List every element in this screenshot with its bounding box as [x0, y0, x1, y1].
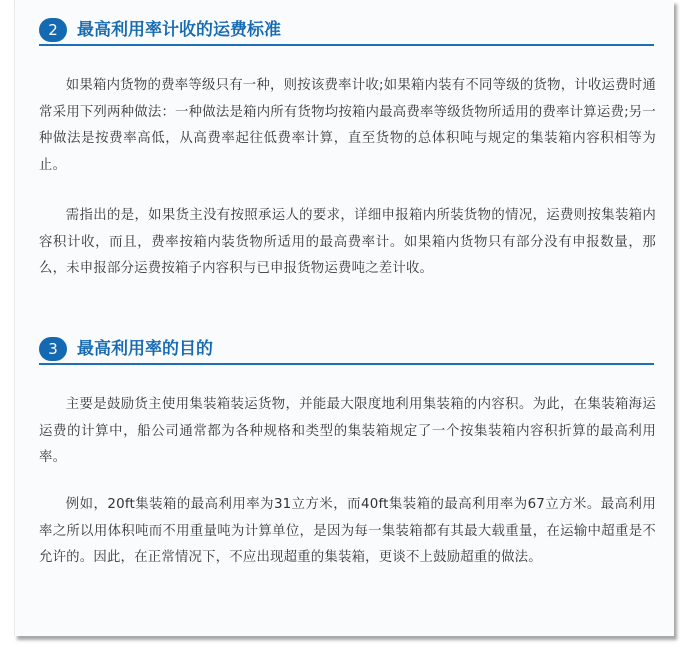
section-number-badge: 2: [39, 18, 67, 42]
section-title: 最高利用率的目的: [77, 339, 213, 359]
paragraph: 需指出的是，如果货主没有按照承运人的要求，详细申报箱内所装货物的情况，运费则按集装箱内容积计收，而且，费率按箱内装货物所适用的最高费率计。如果箱内货物只有部分没有申报数量，那么，未申报部分运费按箱子内容积与已申报货物运费吨之差计收。: [39, 208, 656, 276]
paragraph: 例如，20ft集装箱的最高利用率为31立方米，而40ft集装箱的最高利用率为67立方米。最高利用率之所以用体积吨而不用重量吨为计算单位，是因为每一集装箱都有其最大载重量，在运输中超重是不允许的。因此，在正常情况下，不应出现超重的集装箱，更谈不上鼓励超重的做法。: [39, 497, 656, 565]
section-2-header: [39, 16, 654, 46]
article-panel: [14, 0, 674, 636]
section-title: 最高利用率计收的运费标准: [77, 20, 281, 40]
paragraph: 主要是鼓励货主使用集装箱装运货物，并能最大限度地利用集装箱的内容积。为此，在集装箱海运运费的计算中，船公司通常都为各种规格和类型的集装箱规定了一个按集装箱内容积折算的最高利用率。: [39, 397, 656, 465]
section-number-badge: 3: [39, 337, 67, 361]
section-3-header: [39, 335, 654, 365]
paragraph: 如果箱内货物的费率等级只有一种，则按该费率计收;如果箱内装有不同等级的货物，计收运费时通常采用下列两种做法：一种做法是箱内所有货物均按箱内最高费率等级货物所适用的费率计算运费;另一种做法是按费率高低，从高费率起往低费率计算，直至货物的总体积吨与规定的集装箱内容积相等为止。: [39, 78, 656, 173]
